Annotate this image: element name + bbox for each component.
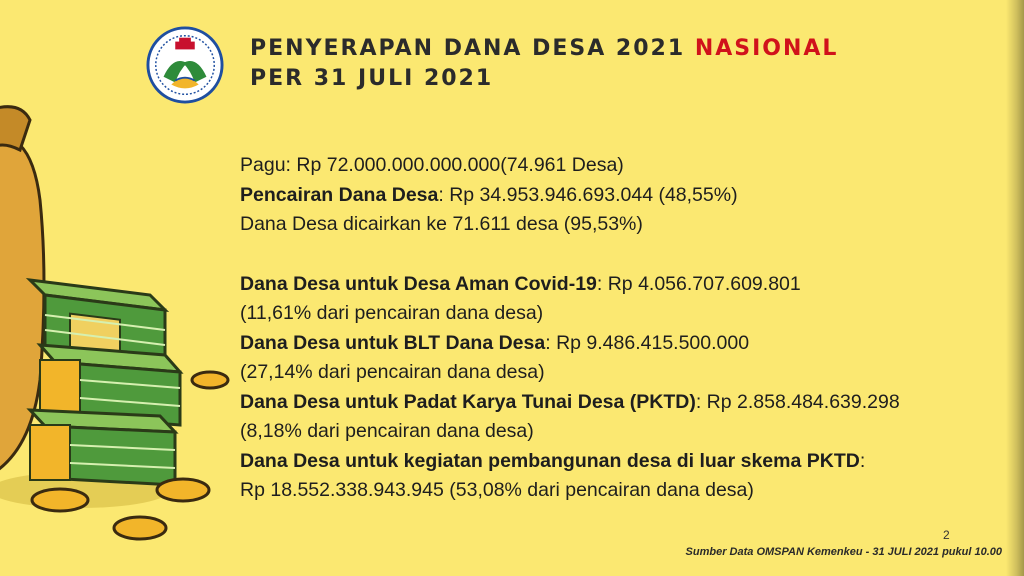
- dicairkan-line: Dana Desa dicairkan ke 71.611 desa (95,53%): [240, 213, 643, 235]
- pencairan-label: Pencairan Dana Desa: [240, 183, 439, 206]
- title-accent: NASIONAL: [694, 36, 839, 61]
- edge-shadow: [1006, 0, 1024, 576]
- pencairan-value: : Rp 34.953.946.693.044 (48,55%): [438, 183, 738, 206]
- page-number: 2: [943, 528, 950, 542]
- pembangunan-line: [240, 447, 960, 477]
- spacer: [240, 240, 960, 270]
- pembangunan-colon: :: [859, 449, 866, 472]
- pembangunan-value: Rp 18.552.338.943.945 (53,08% dari pencairan dana desa): [240, 479, 754, 501]
- blt-pct: (27,14% dari pencairan dana desa): [240, 361, 545, 383]
- summary-content: [240, 151, 960, 506]
- title-line-2: PER 31 JULI 2021: [250, 66, 494, 91]
- pktd-label: Dana Desa untuk Padat Karya Tunai Desa (PKTD): [240, 390, 696, 413]
- money-stack-icon: [0, 80, 240, 560]
- pktd-pct: (8,18% dari pencairan dana desa): [240, 420, 534, 442]
- pembangunan-label: Dana Desa untuk kegiatan pembangunan desa di luar skema PKTD: [240, 449, 860, 472]
- money-stack-3: [30, 410, 175, 485]
- pagu-line: Pagu: Rp 72.000.000.000.000(74.961 Desa): [240, 154, 624, 176]
- pktd-line: [240, 388, 960, 418]
- covid-label: Dana Desa untuk Desa Aman Covid-19: [240, 272, 597, 295]
- pktd-value: : Rp 2.858.484.639.298: [695, 390, 900, 413]
- pencairan-line: [240, 181, 960, 211]
- covid-pct: (11,61% dari pencairan dana desa): [240, 302, 544, 324]
- title-line-1: [250, 34, 838, 64]
- source-note: Sumber Data OMSPAN Kemenkeu - 31 JULI 2021 pukul 10.00: [685, 546, 1002, 558]
- page-title: [250, 34, 838, 94]
- blt-value: : Rp 9.486.415.500.000: [545, 331, 750, 354]
- title-main: PENYERAPAN DANA DESA 2021: [250, 36, 686, 61]
- blt-line: [240, 329, 960, 359]
- blt-label: Dana Desa untuk BLT Dana Desa: [240, 331, 546, 354]
- covid-value: : Rp 4.056.707.609.801: [596, 272, 801, 295]
- covid-line: [240, 270, 960, 300]
